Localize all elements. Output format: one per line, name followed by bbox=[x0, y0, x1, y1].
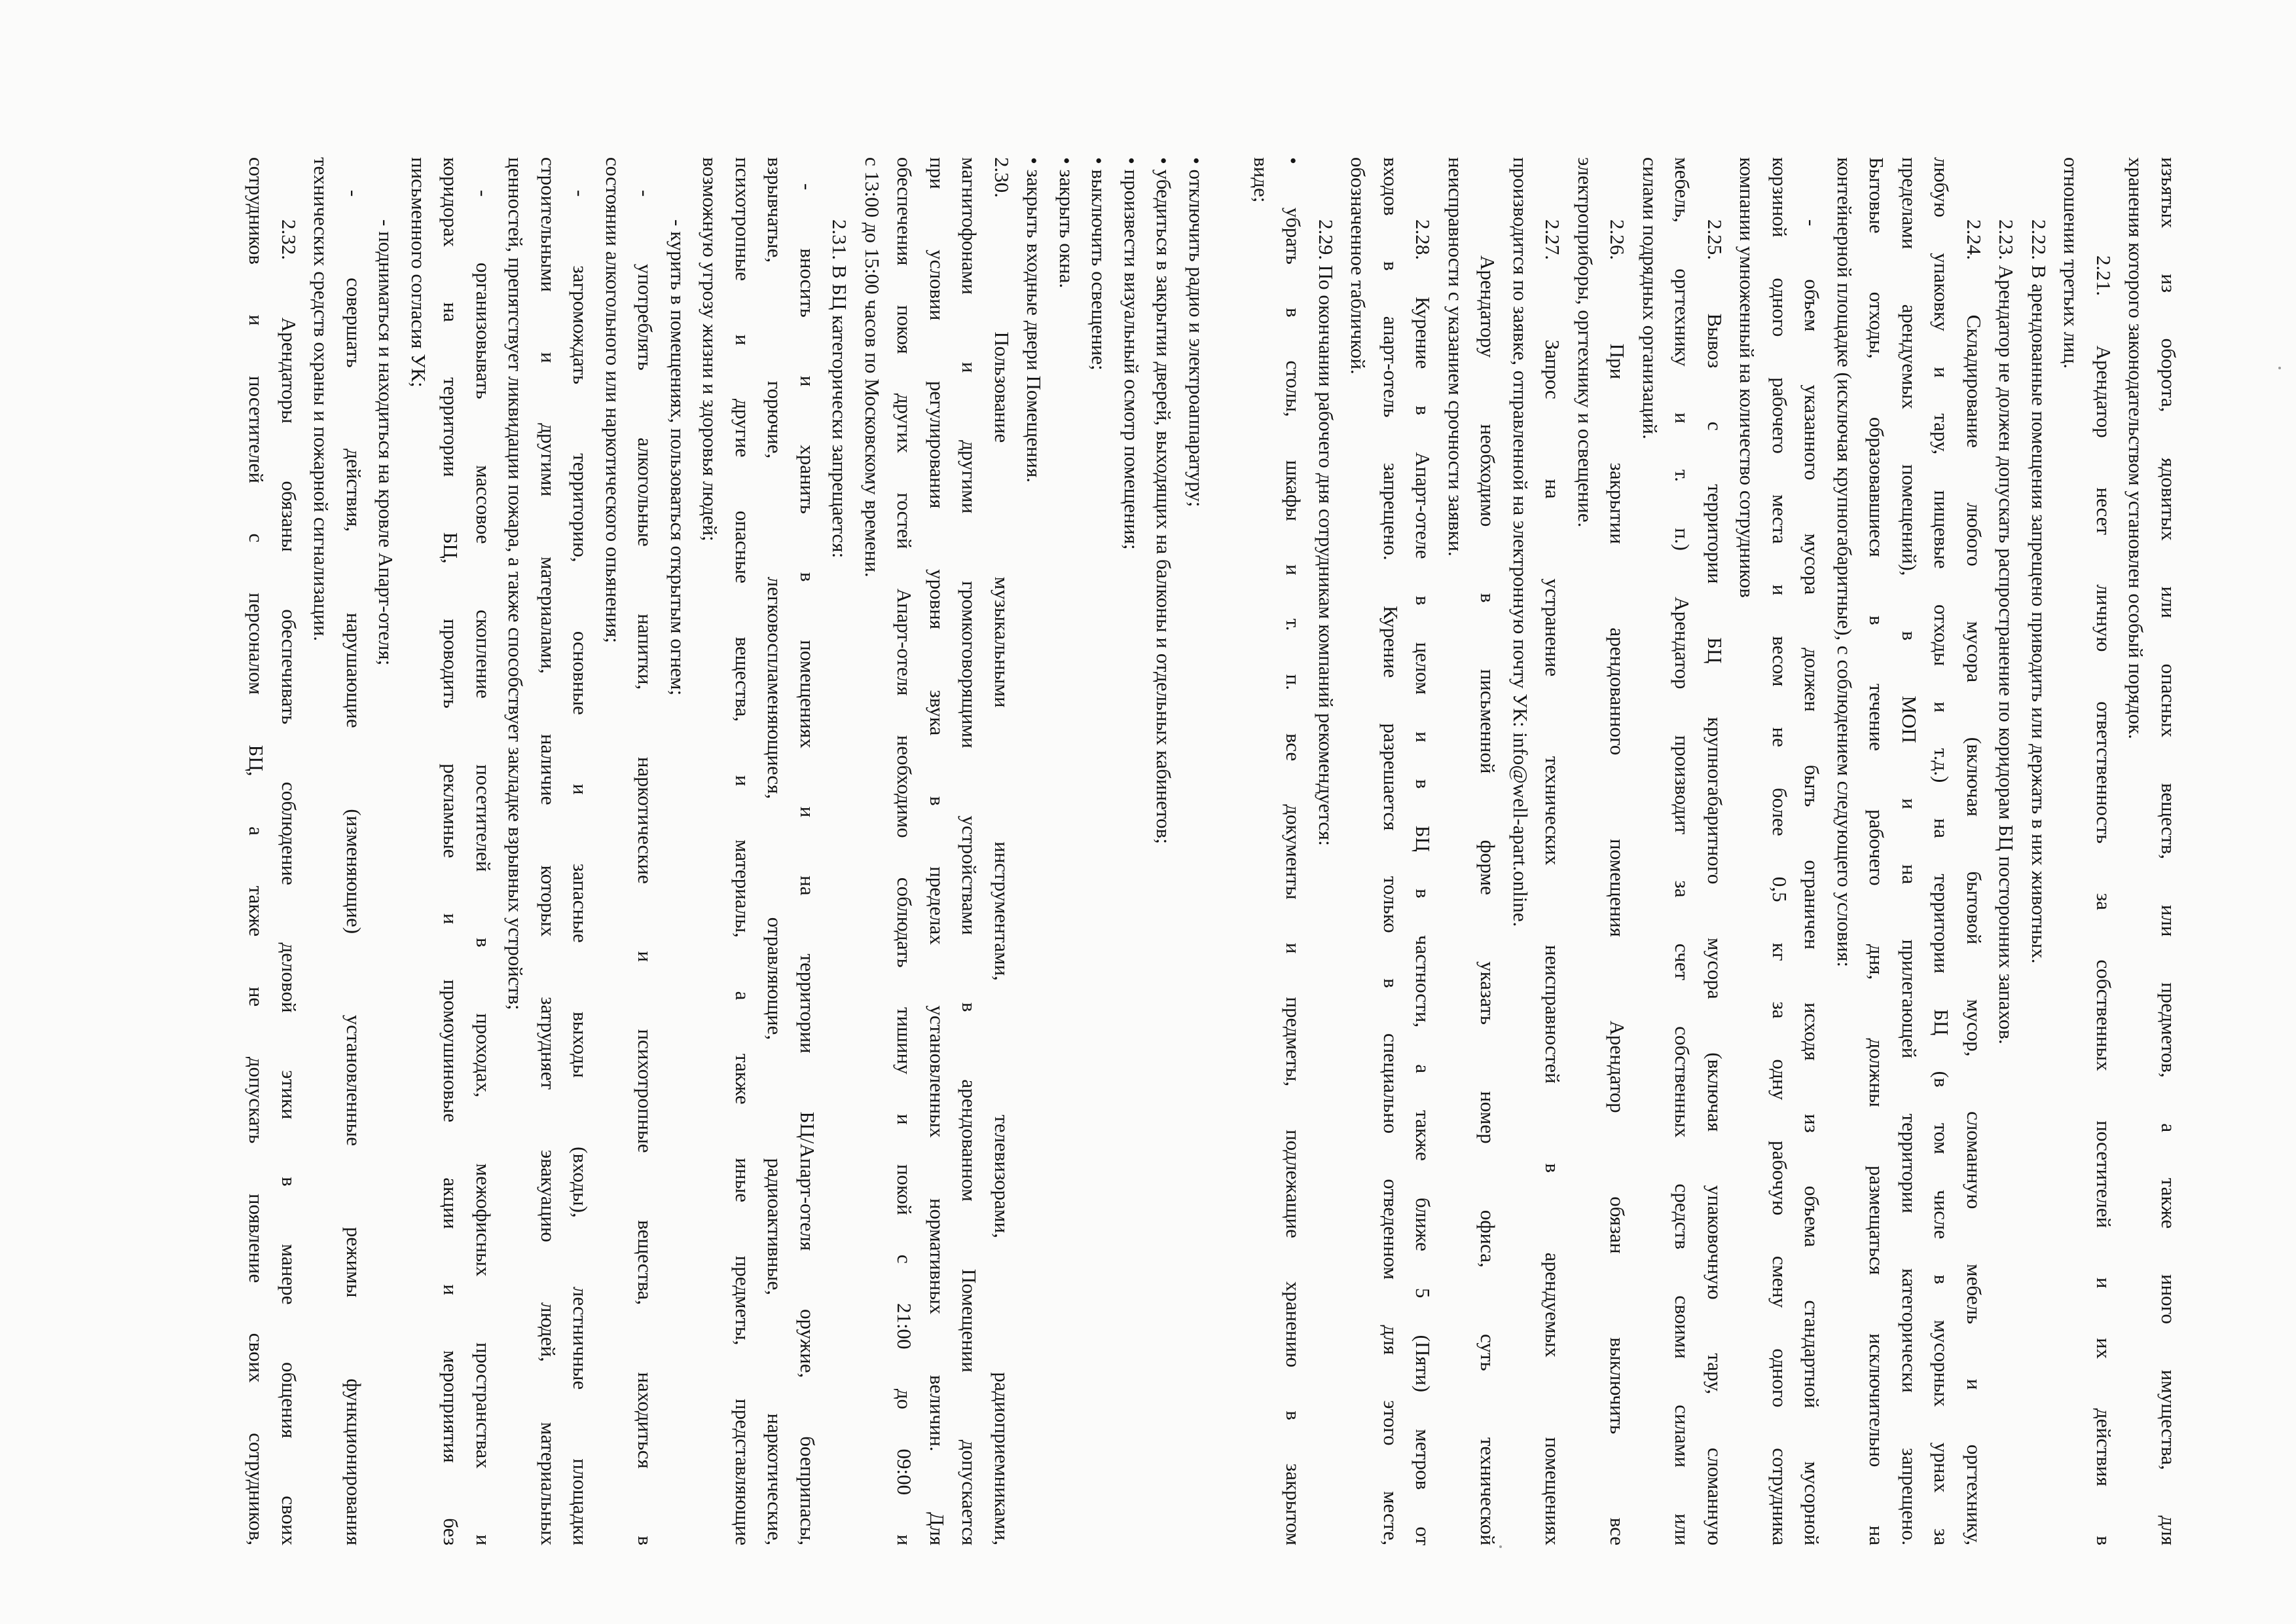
text-line: ценностей, препятствует ликвидации пожара, а также способствует закладке взрывных устройств; bbox=[504, 157, 528, 1010]
text-line: 2.21. Арендатор несет личную ответственность за собственных посетителей и их действия в bbox=[2092, 255, 2115, 1545]
text-line: 2.22. В арендованные помещения запрещено приводить или держать в них животных. bbox=[2028, 219, 2050, 964]
text-line: • выключить освещение; bbox=[1087, 157, 1111, 371]
text-line: входов в апарт-отель запрещено. Курение разрешается только в специально отведенном для этого месте, bbox=[1379, 157, 1402, 1545]
text-line: производится по заявке, отправленной на электронную почту УК: info@well-apart.online. bbox=[1509, 157, 1532, 927]
text-line: 2.23. Арендатор не должен допускать распространение по коридорам БЦ посторонних запахов. bbox=[1995, 219, 2018, 1044]
text-line: - употреблять алкогольные напитки, наркотические и психотропные вещества, находиться в bbox=[634, 190, 657, 1545]
text-line: с 13:00 до 15:00 часов по Московскому времени. bbox=[861, 157, 884, 578]
text-line: • закрыть окна. bbox=[1055, 157, 1078, 289]
text-line: корзиной одного рабочего места и весом не более 0,5 кг за одну рабочую смену одного сотрудника bbox=[1768, 157, 1791, 1545]
text-line: неисправности с указанием срочности заявки. bbox=[1444, 157, 1467, 557]
document-text bbox=[240, 157, 2185, 1545]
text-line: любую упаковку и тару, пищевые отходы и т.д.) на территории БЦ (в том числе в мусорных урнах за bbox=[1930, 157, 1954, 1545]
text-line: 2.31. В БЦ категорически запрещается: bbox=[828, 219, 852, 559]
text-line: 2.25. Вывоз с территории БЦ крупногабаритного мусора (включая упаковочную тару, сломанную bbox=[1704, 219, 1726, 1545]
text-line: возможную угрозу жизни и здоровья людей; bbox=[699, 157, 722, 542]
text-line: • отключить радио и электроаппаратуру; bbox=[1185, 157, 1208, 507]
text-line: психотропные и другие опасные вещества, и материалы, а также иные предметы, представляющие bbox=[731, 157, 754, 1545]
text-line: электроприборы, оргтехнику и освещение. bbox=[1574, 157, 1597, 528]
text-line: обозначенное табличкой. bbox=[1347, 157, 1370, 375]
blank-line bbox=[1212, 157, 1245, 1545]
text-line: состоянии алкогольного или наркотического опьянения; bbox=[602, 157, 625, 643]
text-line: - совершать действия, нарушающие (изменяющие) установленные режимы функционирования bbox=[342, 190, 365, 1545]
text-line: - объем указанного мусора должен быть ограничен исходя из объема стандартной мусорной bbox=[1800, 219, 1824, 1545]
text-line: хранения которого законодательством установлен особый порядок. bbox=[2124, 157, 2148, 739]
text-line: пределами арендуемых помещений), в МОП и на прилегающей территории категорически запрещено. bbox=[1898, 157, 1921, 1545]
text-line: письменного согласия УК; bbox=[407, 157, 430, 388]
text-line: 2.32. Арендаторы обязаны обеспечивать соблюдение деловой этики в манере общения своих bbox=[278, 219, 301, 1545]
text-line: 2.26. При закрытии арендованного помещения Арендатор обязан выключить все bbox=[1606, 219, 1630, 1545]
text-line: Бытовые отходы, образовавшиеся в течение рабочего дня, должны размещаться исключительно на bbox=[1865, 157, 1889, 1545]
text-line: • убедиться в закрытии дверей, выходящих на балконы и отдельных кабинетов; bbox=[1152, 157, 1176, 844]
text-line: - подниматься и находиться на кровле Апарт-отеля; bbox=[374, 219, 398, 666]
text-line: контейнерной площадке (исключая крупногабаритные), с соблюдением следующего условия: bbox=[1833, 157, 1856, 967]
text-line: коридорах на территории БЦ, проводить рекламные и промоушиновые акции и мероприятия без bbox=[439, 157, 463, 1545]
text-line: • произвести визуальный осмотр помещения; bbox=[1120, 157, 1143, 550]
text-line: отношении третьих лиц. bbox=[2060, 157, 2083, 369]
scan-speck bbox=[1499, 1545, 1502, 1548]
text-line: 2.24. Складирование любого мусора (включая бытовой мусор, сломанную мебель и оргтехнику, bbox=[1963, 219, 1986, 1545]
text-line: 2.28. Курение в Апарт-отеле в целом и в БЦ в частности, а также ближе 5 (Пяти) метров от bbox=[1412, 219, 1435, 1545]
text-line: 2.30. Пользование музыкальными инструментами, телевизорами, радиоприемниками, bbox=[991, 157, 1013, 1545]
text-line: компании умноженный на количество сотрудников bbox=[1736, 157, 1759, 598]
text-line: - загромождать территорию, основные и запасные выходы (входы), лестничные площадки bbox=[569, 190, 592, 1545]
text-line: 2.27. Запрос на устранение технических неисправностей в арендуемых помещениях bbox=[1541, 219, 1565, 1545]
text-line: - вносить и хранить в помещениях и на территории БЦ/Апарт-отеля оружие, боеприпасы, bbox=[796, 183, 819, 1545]
text-line: изъятых из оборота, ядовитых или опасных веществ, или предметов, а также иного имущества, для bbox=[2157, 157, 2180, 1545]
text-line: - курить в помещениях, пользоваться открытым огнем; bbox=[666, 219, 689, 696]
text-line: взрывчатые, горючие, легковоспламеняющиеся, отравляющие, радиоактивные, наркотические, bbox=[763, 157, 787, 1545]
text-line: строительными и другими материалами, наличие которых затрудняет эвакуацию людей, материальных bbox=[537, 157, 560, 1545]
text-line: • закрыть входные двери Помещения. bbox=[1023, 157, 1046, 483]
text-line: • убрать в столы, шкафы и т. п. все документы и предметы, подлежащие хранению в закрытом bbox=[1282, 157, 1305, 1545]
scan-speck bbox=[2278, 367, 2281, 369]
text-line: обеспечения покоя других гостей Апарт-отеля необходимо соблюдать тишину и покой с 21:00 до 09:00 и bbox=[893, 157, 917, 1545]
text-line: Арендатору необходимо в письменной форме указать номер офиса, суть технической bbox=[1476, 255, 1500, 1545]
text-line: виде; bbox=[1250, 157, 1273, 203]
text-line: при условии регулирования уровня звука в пределах установленных нормативных величин. Для bbox=[926, 157, 949, 1545]
text-line: силами подрядных организаций. bbox=[1639, 157, 1662, 439]
text-line: - организовывать массовое скопление посетителей в проходах, межофисных пространствах и bbox=[472, 190, 495, 1545]
text-line: мебель, оргтехнику и т. п.) Арендатор производит за счет собственных средств своими силами или bbox=[1671, 157, 1694, 1545]
text-line: 2.29. По окончании рабочего дня сотрудникам компаний рекомендуется: bbox=[1315, 219, 1338, 846]
text-line: технических средств охраны и пожарной сигнализации. bbox=[310, 157, 333, 642]
text-line: магнитофонами и другими громкоговорящими устройствами в арендованном Помещении допускается bbox=[958, 157, 981, 1545]
text-line: сотрудников и посетителей с персоналом БЦ, а также не допускать появление своих сотрудников, bbox=[245, 157, 268, 1545]
